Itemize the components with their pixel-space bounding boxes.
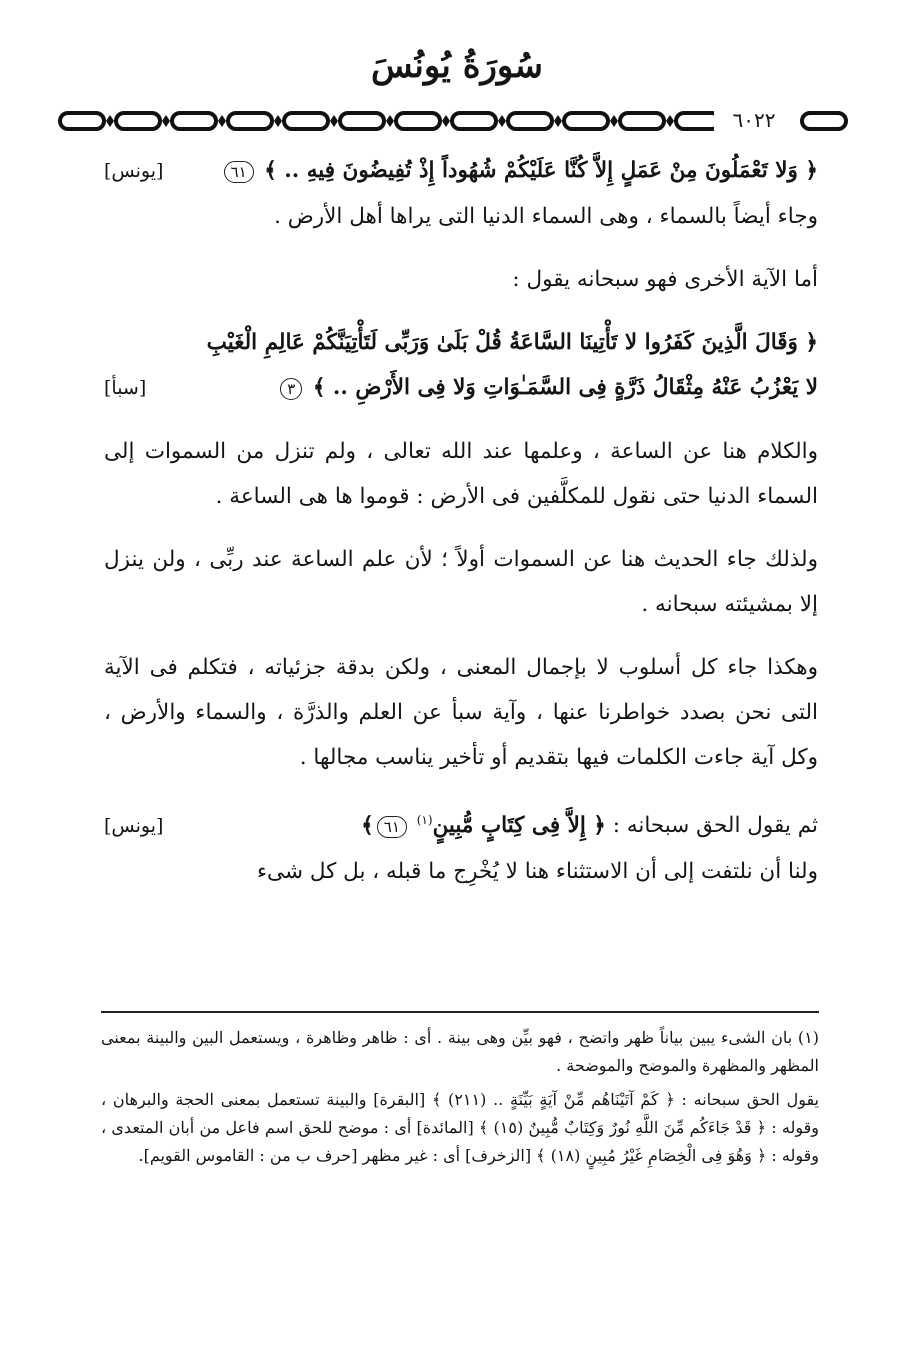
verse-text: لا يَعْزُبُ عَنْهُ مِثْقَالُ ذَرَّةٍ فِى السَّمَـٰوَاتِ وَلا فِى الأَرْضِ .. ﴾ — [312, 375, 818, 400]
verse-block-1 — [104, 148, 818, 194]
verse-block-2 — [104, 365, 818, 411]
footnote-1: (١) بان الشىء يبين بياناً ظهر واتضح ، فهو بيِّن وهى بينة . أى : ظاهر وظاهرة ، ويستعمل البين والبينة بمعنى المظهر والمظهرة والموضح والموضحة . — [101, 1028, 820, 1075]
ayah-number: ٦١ — [377, 816, 407, 838]
footnote-reference: (١) — [416, 813, 433, 827]
verse-source: [يونس] — [104, 815, 164, 838]
footnotes — [101, 1024, 819, 1170]
surah-title: سُورَةُ يُونُسَ — [371, 46, 543, 86]
verse-source: [يونس] — [104, 160, 164, 182]
paragraph: ولذلك جاء الحديث هنا عن السموات أولاً ؛ لأن علم الساعة عند ربِّى ، ولن ينزل إلا بمشيئته سبحانه . — [104, 547, 818, 617]
ayah-number: ٣ — [280, 378, 302, 400]
page-number: ٦٠٢٢ — [714, 107, 794, 133]
ayah-number: ٦١ — [224, 161, 254, 183]
footnote-2: يقول الحق سبحانه : ﴿ كَمْ آتَيْنَاهُم مِّنْ آيَةٍ بَيِّنَةٍ .. (٢١١) ﴾ [البقرة] والبينة تستعمل بمعنى الحجة والبرهان ، وقوله : ﴿ قَدْ جَاءَكُم مِّنَ اللَّهِ نُورٌ وَكِتَابٌ مُّبِينٌ (١٥) ﴾ [المائدة] أى : موضح للحق اسم فاعل من أبان المتعدى ، وقوله : ﴿ وَهُوَ فِى الْخِصَامِ غَيْرُ مُبِينٍ (١٨) ﴾ [الزخرف] أى : غير مظهر [حرف ب من : القاموس القويم]. — [101, 1090, 820, 1165]
verse-line: ﴿ وَقَالَ الَّذِينَ كَفَرُوا لا تَأْتِينَا السَّاعَةُ قُلْ بَلَىٰ وَرَبِّى لَتَأْتِيَنَّكُمْ عَالِمِ الْغَيْبِ — [206, 330, 818, 355]
paragraph: وهكذا جاء كل أسلوب لا بإجمال المعنى ، ولكن بدقة جزئياته ، فتكلم فى الآية التى نحن بصدد خواطرنا عنها ، وآية سبأ عن العلم والذرَّة ، والسماء والأرض ، وكل آية جاءت الكلمات فيها بتقديم أو تأخير يناسب مجالها . — [104, 655, 818, 770]
verse-text: ﴿ وَلا تَعْمَلُونَ مِنْ عَمَلٍ إِلاَّ كُنَّا عَلَيْكُمْ شُهُوداً إِذْ تُفِيضُونَ فِيهِ .. ﴾ — [264, 158, 818, 183]
main-text — [104, 148, 818, 894]
paragraph-prefix: ثم يقول الحق سبحانه : — [612, 813, 818, 839]
paragraph: وجاء أيضاً بالسماء ، وهى السماء الدنيا التى يراها أهل الأرض . — [274, 204, 818, 229]
paragraph: أما الآية الأخرى فهو سبحانه يقول : — [512, 267, 818, 292]
footnote-separator — [101, 1011, 819, 1013]
verse-text: ﴿ إِلاَّ فِى كِتَابٍ مُّبِينٍ — [432, 813, 606, 839]
paragraph: والكلام هنا عن الساعة ، وعلمها عند الله تعالى ، ولم تنزل من السموات إلى السماء الدنيا حتى نقول للمكلَّفين فى الأرض : قوموا ها هى الساعة . — [104, 439, 818, 509]
paragraph: ولنا أن نلتفت إلى أن الاستثناء هنا لا يُخْرِج ما قبله ، بل كل شىء — [256, 859, 818, 885]
verse-source: [سبأ] — [104, 377, 147, 399]
verse-block-3: ثم يقول الحق سبحانه : ﴿ إِلاَّ فِى كِتَابٍ مُّبِينٍ$^{(١)}$ ٦١﴾ [يونس] — [104, 798, 818, 849]
